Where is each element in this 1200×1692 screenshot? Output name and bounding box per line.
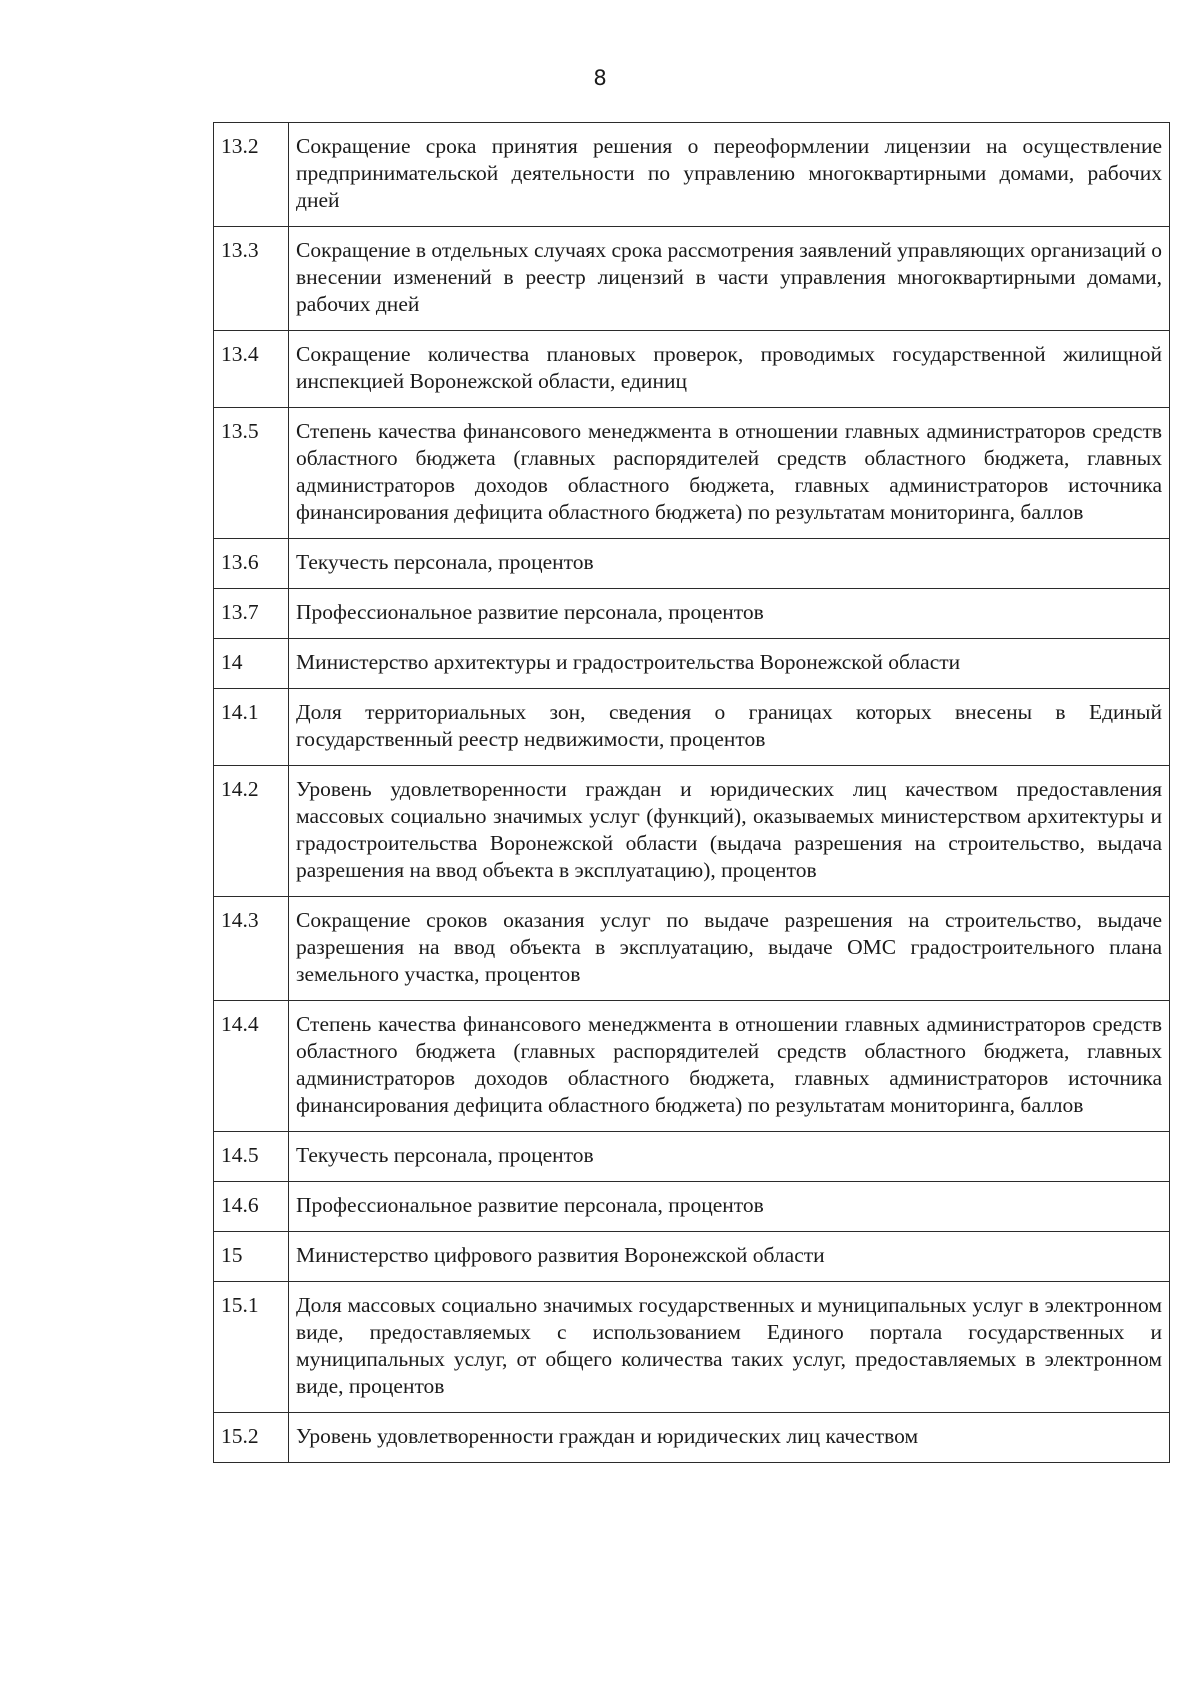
table-row <box>214 539 1170 589</box>
table-row <box>214 766 1170 897</box>
table-row <box>214 689 1170 766</box>
table-row <box>214 897 1170 1001</box>
table-row <box>214 1001 1170 1132</box>
row-text: Уровень удовлетворенности граждан и юридических лиц качеством предоставления массовых социально значимых услуг (функций), оказываемых министерством архитектуры и градостроительства Воронежской области (выдача разрешения на строительство, выдача разрешения на ввод объекта в эксплуатацию), процентов <box>289 766 1170 897</box>
row-text: Сокращение срока принятия решения о переоформлении лицензии на осуществление предпринимательской деятельности по управлению многоквартирными домами, рабочих дней <box>289 123 1170 227</box>
row-number: 15 <box>214 1232 289 1282</box>
row-number: 13.3 <box>214 227 289 331</box>
table-row <box>214 1182 1170 1232</box>
row-text: Профессиональное развитие персонала, процентов <box>289 1182 1170 1232</box>
table-row <box>214 1232 1170 1282</box>
row-text: Доля территориальных зон, сведения о границах которых внесены в Единый государственный реестр недвижимости, процентов <box>289 689 1170 766</box>
row-text: Доля массовых социально значимых государственных и муниципальных услуг в электронном виде, предоставляемых с использованием Единого портала государственных и муниципальных услуг, от общего количества таких услуг, предоставляемых в электронном виде, процентов <box>289 1282 1170 1413</box>
table-row <box>214 123 1170 227</box>
row-number: 14.4 <box>214 1001 289 1132</box>
row-text: Сокращение в отдельных случаях срока рассмотрения заявлений управляющих организаций о внесении изменений в реестр лицензий в части управления многоквартирными домами, рабочих дней <box>289 227 1170 331</box>
table-row <box>214 639 1170 689</box>
table-row <box>214 1413 1170 1463</box>
table-row <box>214 227 1170 331</box>
row-number: 13.4 <box>214 331 289 408</box>
table-row <box>214 1132 1170 1182</box>
row-text: Сокращение сроков оказания услуг по выдаче разрешения на строительство, выдаче разрешения на ввод объекта в эксплуатацию, выдаче ОМС градостроительного плана земельного участка, процентов <box>289 897 1170 1001</box>
row-text: Министерство архитектуры и градостроительства Воронежской области <box>289 639 1170 689</box>
row-text: Уровень удовлетворенности граждан и юридических лиц качеством <box>289 1413 1170 1463</box>
row-number: 14.1 <box>214 689 289 766</box>
row-number: 14.3 <box>214 897 289 1001</box>
row-text: Профессиональное развитие персонала, процентов <box>289 589 1170 639</box>
row-text: Министерство цифрового развития Воронежской области <box>289 1232 1170 1282</box>
row-number: 14.6 <box>214 1182 289 1232</box>
row-number: 14 <box>214 639 289 689</box>
table-row <box>214 408 1170 539</box>
row-number: 13.2 <box>214 123 289 227</box>
row-number: 13.7 <box>214 589 289 639</box>
row-number: 15.1 <box>214 1282 289 1413</box>
indicators-table <box>213 122 1170 1463</box>
row-text: Степень качества финансового менеджмента в отношении главных администраторов средств областного бюджета (главных распорядителей средств областного бюджета, главных администраторов доходов областного бюджета, главных администраторов источника финансирования дефицита областного бюджета) по результатам мониторинга, баллов <box>289 1001 1170 1132</box>
table-row <box>214 1282 1170 1413</box>
table-row <box>214 589 1170 639</box>
row-text: Степень качества финансового менеджмента в отношении главных администраторов средств областного бюджета (главных распорядителей средств областного бюджета, главных администраторов доходов областного бюджета, главных администраторов источника финансирования дефицита областного бюджета) по результатам мониторинга, баллов <box>289 408 1170 539</box>
table-row <box>214 331 1170 408</box>
row-number: 15.2 <box>214 1413 289 1463</box>
row-text: Текучесть персонала, процентов <box>289 539 1170 589</box>
row-text: Сокращение количества плановых проверок, проводимых государственной жилищной инспекцией Воронежской области, единиц <box>289 331 1170 408</box>
page-number: 8 <box>593 66 607 90</box>
row-text: Текучесть персонала, процентов <box>289 1132 1170 1182</box>
row-number: 13.5 <box>214 408 289 539</box>
row-number: 14.2 <box>214 766 289 897</box>
row-number: 13.6 <box>214 539 289 589</box>
row-number: 14.5 <box>214 1132 289 1182</box>
